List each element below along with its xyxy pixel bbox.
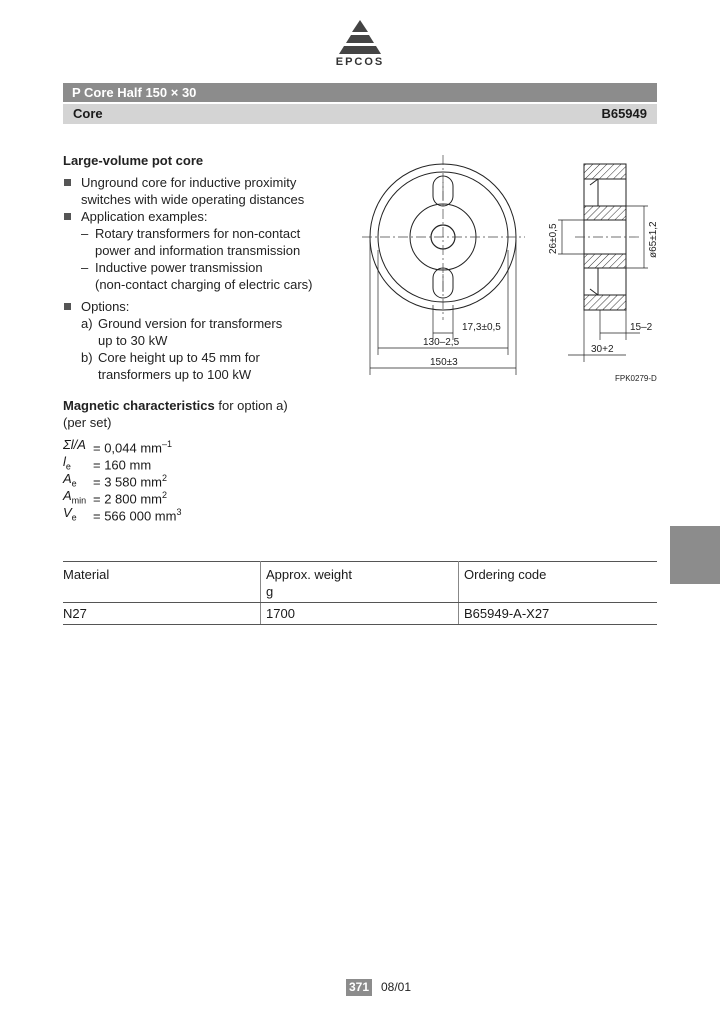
bullet-text-2: Application examples: bbox=[81, 209, 208, 224]
page-number: 371 bbox=[346, 979, 372, 996]
dim-130: 130–2,5 bbox=[423, 337, 460, 348]
options-label: Options: bbox=[81, 299, 130, 314]
option-text-b: Core height up to 45 mm for transformers up to 100 kW bbox=[98, 350, 260, 382]
example-dash: – bbox=[81, 260, 89, 275]
dim-150: 150±3 bbox=[430, 357, 458, 368]
bullet-icon bbox=[64, 179, 71, 186]
option-text-a: Ground version for transformers up to 30 kW bbox=[98, 316, 283, 348]
page-title: P Core Half 150 × 30 bbox=[63, 83, 657, 102]
magnetic-heading: Magnetic characteristics for option a) bbox=[63, 398, 288, 413]
example-text-1: Rotary transformers for non-contact power and information transmission bbox=[95, 226, 301, 258]
example-text-2: Inductive power transmission (non-contact charging of electric cars) bbox=[95, 260, 313, 292]
table-header-rule bbox=[63, 602, 657, 603]
table-divider bbox=[458, 561, 459, 625]
table-top-rule bbox=[63, 561, 657, 562]
example-dash: – bbox=[81, 226, 89, 241]
intro-heading: Large-volume pot core bbox=[63, 153, 204, 168]
dim-30: 30+2 bbox=[591, 344, 614, 355]
brand-name: EPCOS bbox=[335, 56, 385, 68]
table-cell-weight: 1700 bbox=[266, 606, 295, 621]
bullet-icon bbox=[64, 303, 71, 310]
bullet-text-1: Unground core for inductive proximity switches with wide operating distances bbox=[81, 175, 305, 207]
section-bar bbox=[63, 104, 657, 124]
dim-65: ø65±1,2 bbox=[648, 221, 659, 258]
page-date: 08/01 bbox=[381, 980, 412, 994]
section-label: Core bbox=[73, 106, 103, 121]
core-drawing bbox=[360, 150, 670, 390]
table-cell-material: N27 bbox=[63, 606, 87, 621]
bullet-icon bbox=[64, 213, 71, 220]
table-bottom-rule bbox=[63, 624, 657, 625]
option-tag: b) bbox=[81, 350, 93, 365]
side-tab-marker bbox=[670, 526, 720, 584]
figure-code: FPK0279-D bbox=[615, 374, 657, 383]
table-divider bbox=[260, 561, 261, 625]
dim-17: 17,3±0,5 bbox=[462, 322, 501, 333]
dim-15: 15–2 bbox=[630, 322, 653, 333]
col-header-material: Material bbox=[63, 567, 110, 582]
per-set-label: (per set) bbox=[63, 415, 112, 430]
part-number: B65949 bbox=[601, 106, 647, 121]
col-header-weight: Approx. weight g bbox=[266, 567, 352, 599]
option-tag: a) bbox=[81, 316, 93, 331]
dim-26: 26±0,5 bbox=[548, 223, 559, 254]
table-cell-ordering-code: B65949-A-X27 bbox=[464, 606, 550, 621]
col-header-ordering: Ordering code bbox=[464, 567, 547, 582]
